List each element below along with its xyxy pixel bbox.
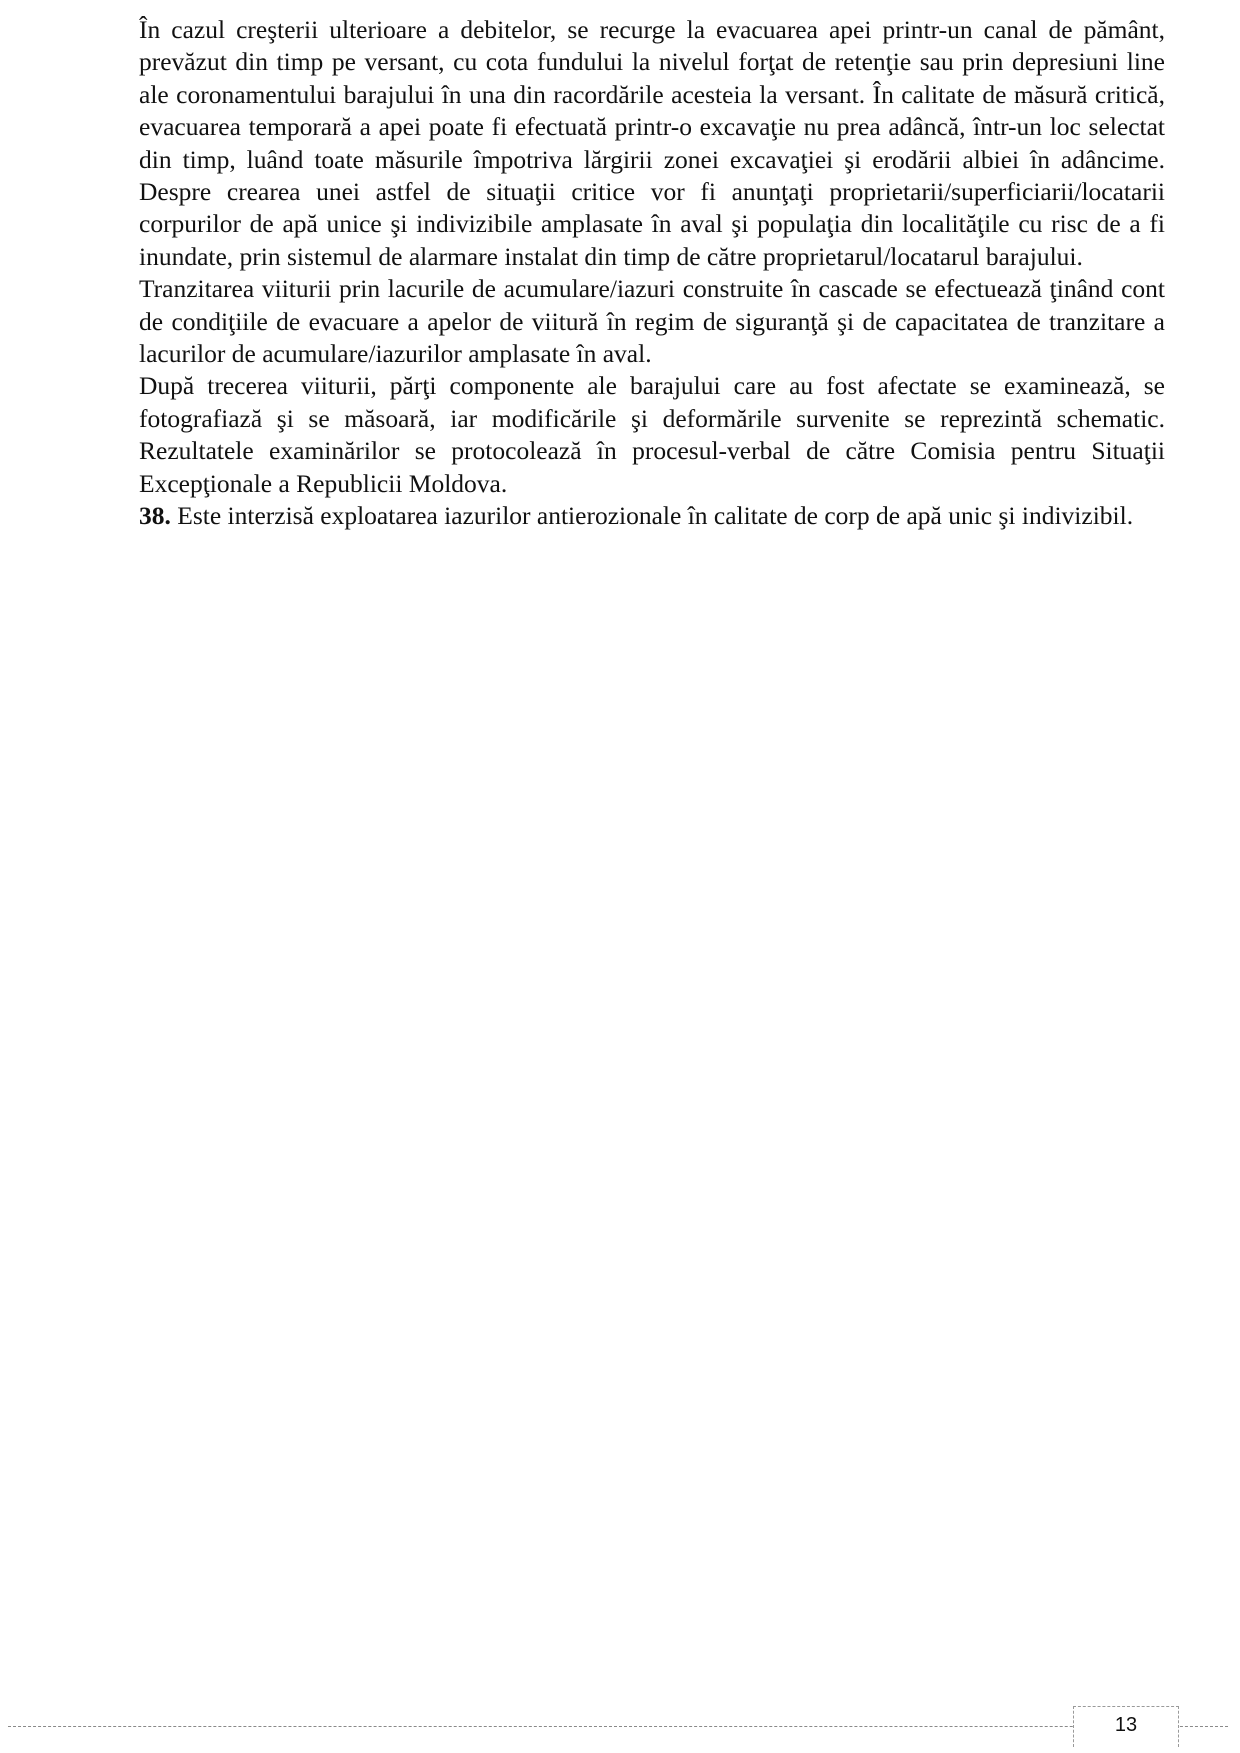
paragraph-point-38 [139, 500, 1165, 532]
paragraph-spillway-evacuation: În cazul creşterii ulterioare a debitelor, se recurge la evacuarea apei printr-un canal de pământ, prevăzut din timp pe versant, cu cota fundului la nivelul forţat de retenţie sau prin depresiuni line ale coronamentului barajului în una din racordările acesteia la versant. În calitate de măsură critică, evacuarea temporară a apei poate fi efectuată printr-o excavaţie nu prea adâncă, într-un loc selectat din timp, luând toate măsurile împotriva lărgirii zonei excavaţiei şi erodării albiei în adâncime. Despre crearea unei astfel de situaţii critice vor fi anunţaţi proprietarii/superficiarii/locatarii corpurilor de apă unice şi indivizibile amplasate în aval şi populaţia din localităţile cu risc de a fi inundate, prin sistemul de alarmare instalat din timp de către proprietarul/locatarul barajului. [139, 15, 1165, 271]
paragraph-post-flood-inspection: După trecerea viiturii, părţi componente ale barajului care au fost afectate se examinează, se fotografiază şi se măsoară, iar modificările şi deformările survenite se reprezintă schematic. Rezultatele examinărilor se protocolează în procesul-verbal de către Comisia pentru Situaţii Excepţionale a Republicii Moldova. [139, 371, 1165, 498]
page-number-box [1073, 1706, 1179, 1747]
body-text [139, 14, 1165, 533]
footer-rule [8, 1726, 1228, 1727]
point-number: 38. [139, 501, 171, 531]
point-38-text: Este interzisă exploatarea iazurilor antierozionale în calitate de corp de apă unic şi indivizibil. [177, 501, 1134, 531]
paragraph-cascade-transit: Tranzitarea viiturii prin lacurile de acumulare/iazuri construite în cascade se efectuează ţinând cont de condiţiile de evacuare a apelor de viitură în regim de siguranţă şi de capacitatea de tranzitare a lacurilor de acumulare/iazurilor amplasate în aval. [139, 274, 1165, 369]
page-number: 13 [1114, 1714, 1138, 1736]
